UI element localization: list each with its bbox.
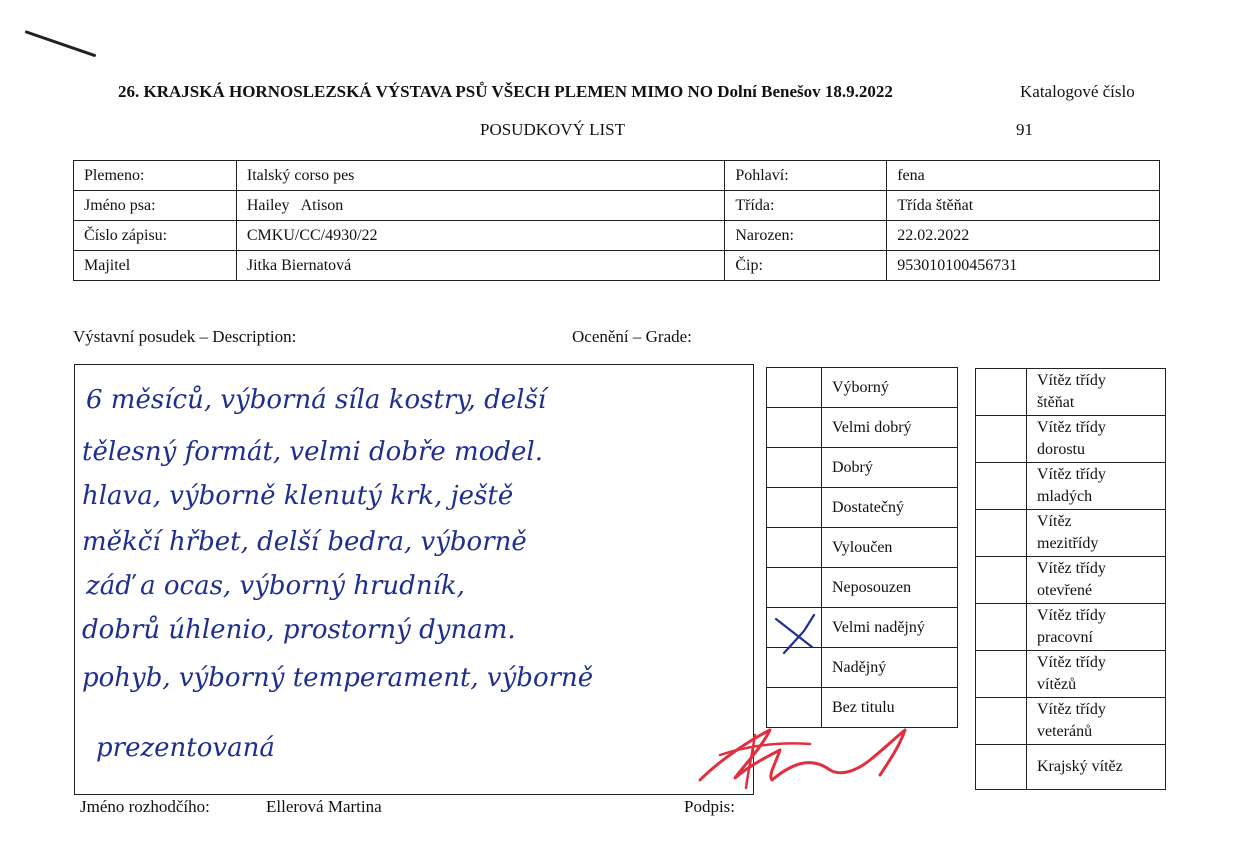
winner-checkbox[interactable] (976, 651, 1027, 698)
winner-row (976, 604, 1166, 651)
registration-value: CMKU/CC/4930/22 (236, 221, 724, 251)
winner-option-label: Vítěz třídy štěňat (1027, 369, 1166, 416)
grade-option-label: Bez titulu (822, 688, 958, 728)
catalog-number-label: Katalogové číslo (1020, 82, 1135, 101)
grade-table (766, 367, 958, 728)
grade-row (767, 528, 958, 568)
grade-row (767, 368, 958, 408)
winner-option-label: Vítěz mezitřídy (1027, 510, 1166, 557)
winner-row (976, 557, 1166, 604)
sex-value: fena (887, 161, 1160, 191)
signature-label: Podpis: (684, 797, 736, 816)
info-row-registration (74, 221, 1160, 251)
sex-label: Pohlaví: (725, 161, 887, 191)
dog-name-label: Jméno psa: (74, 191, 237, 221)
owner-label: Majitel (74, 251, 237, 281)
grade-checkbox[interactable] (767, 408, 822, 448)
grade-option-label: Nadějný (822, 648, 958, 688)
winner-option-label: Vítěz třídy dorostu (1027, 416, 1166, 463)
sheet-title: POSUDKOVÝ LIST (480, 120, 625, 139)
winner-row (976, 463, 1166, 510)
judge-signature (680, 700, 920, 800)
handwriting-line: tělesný formát, velmi dobře model. (82, 437, 543, 467)
grade-row (767, 408, 958, 448)
grade-checkbox[interactable] (767, 448, 822, 488)
winner-checkbox[interactable] (976, 698, 1027, 745)
grade-checkbox[interactable] (767, 368, 822, 408)
winner-row (976, 651, 1166, 698)
winner-checkbox[interactable] (976, 463, 1027, 510)
grade-row (767, 448, 958, 488)
grade-option-label: Dostatečný (822, 488, 958, 528)
handwriting-line: záď a ocas, výborný hrudník, (86, 571, 465, 601)
info-row-breed (74, 161, 1160, 191)
winner-checkbox[interactable] (976, 604, 1027, 651)
winner-checkbox[interactable] (976, 557, 1027, 604)
grade-option-label: Dobrý (822, 448, 958, 488)
pen-stroke-mark (25, 30, 97, 57)
grade-checkbox[interactable] (767, 488, 822, 528)
grade-checkbox[interactable] (767, 528, 822, 568)
grade-checkbox[interactable] (767, 568, 822, 608)
winner-checkbox[interactable] (976, 416, 1027, 463)
class-value: Třída štěňat (887, 191, 1160, 221)
chip-label: Čip: (725, 251, 887, 281)
description-label: Výstavní posudek – Description: (73, 327, 297, 346)
winner-row (976, 698, 1166, 745)
handwriting-line: pohyb, výborný temperament, výborně (82, 663, 594, 693)
winner-option-label: Vítěz třídy mladých (1027, 463, 1166, 510)
owner-value: Jitka Biernatová (236, 251, 724, 281)
grade-row (767, 568, 958, 608)
handwriting-lines (82, 385, 593, 763)
class-label: Třída: (725, 191, 887, 221)
handwriting-line: hlava, výborně klenutý krk, ještě (82, 481, 514, 511)
winner-row (976, 416, 1166, 463)
catalog-number-value: 91 (1016, 120, 1033, 139)
grade-label: Ocenění – Grade: (572, 327, 692, 346)
info-row-owner (74, 251, 1160, 281)
registration-label: Číslo zápisu: (74, 221, 237, 251)
chip-value: 953010100456731 (887, 251, 1160, 281)
x-check-mark (766, 607, 826, 657)
handwriting-line: měkčí hřbet, delší bedra, výborně (82, 527, 527, 557)
winner-option-label: Vítěz třídy pracovní (1027, 604, 1166, 651)
winner-option-label: Vítěz třídy vítězů (1027, 651, 1166, 698)
dog-info-table (73, 160, 1160, 281)
grade-row (767, 488, 958, 528)
winner-option-label: Vítěz třídy veteránů (1027, 698, 1166, 745)
judge-name-value: Ellerová Martina (266, 797, 382, 816)
grade-option-label: Neposouzen (822, 568, 958, 608)
dog-name-value: Hailey Atison (236, 191, 724, 221)
grade-option-label: Výborný (822, 368, 958, 408)
show-title: 26. KRAJSKÁ HORNOSLEZSKÁ VÝSTAVA PSŮ VŠECH PLEMEN MIMO NO Dolní Benešov 18.9.2022 (118, 82, 893, 101)
handwriting-line: prezentovaná (96, 733, 275, 763)
grade-option-label: Velmi nadějný (822, 608, 958, 648)
judge-name-label: Jméno rozhodčího: (80, 797, 210, 816)
winner-title-table (975, 368, 1166, 790)
winner-option-label: Vítěz třídy otevřené (1027, 557, 1166, 604)
breed-value: Italský corso pes (236, 161, 724, 191)
winner-row (976, 510, 1166, 557)
birth-date-label: Narozen: (725, 221, 887, 251)
breed-label: Plemeno: (74, 161, 237, 191)
info-row-name (74, 191, 1160, 221)
grade-option-label: Vyloučen (822, 528, 958, 568)
handwriting-line: 6 měsíců, výborná síla kostry, delší (86, 385, 547, 415)
winner-row (976, 369, 1166, 416)
grade-option-label: Velmi dobrý (822, 408, 958, 448)
handwriting-line: dobrů úhlenio, prostorný dynam. (82, 615, 516, 645)
handwritten-description (74, 364, 774, 804)
winner-option-label: Krajský vítěz (1027, 745, 1166, 790)
birth-date-value: 22.02.2022 (887, 221, 1160, 251)
winner-checkbox[interactable] (976, 510, 1027, 557)
winner-checkbox[interactable] (976, 369, 1027, 416)
winner-row (976, 745, 1166, 790)
winner-checkbox[interactable] (976, 745, 1027, 790)
